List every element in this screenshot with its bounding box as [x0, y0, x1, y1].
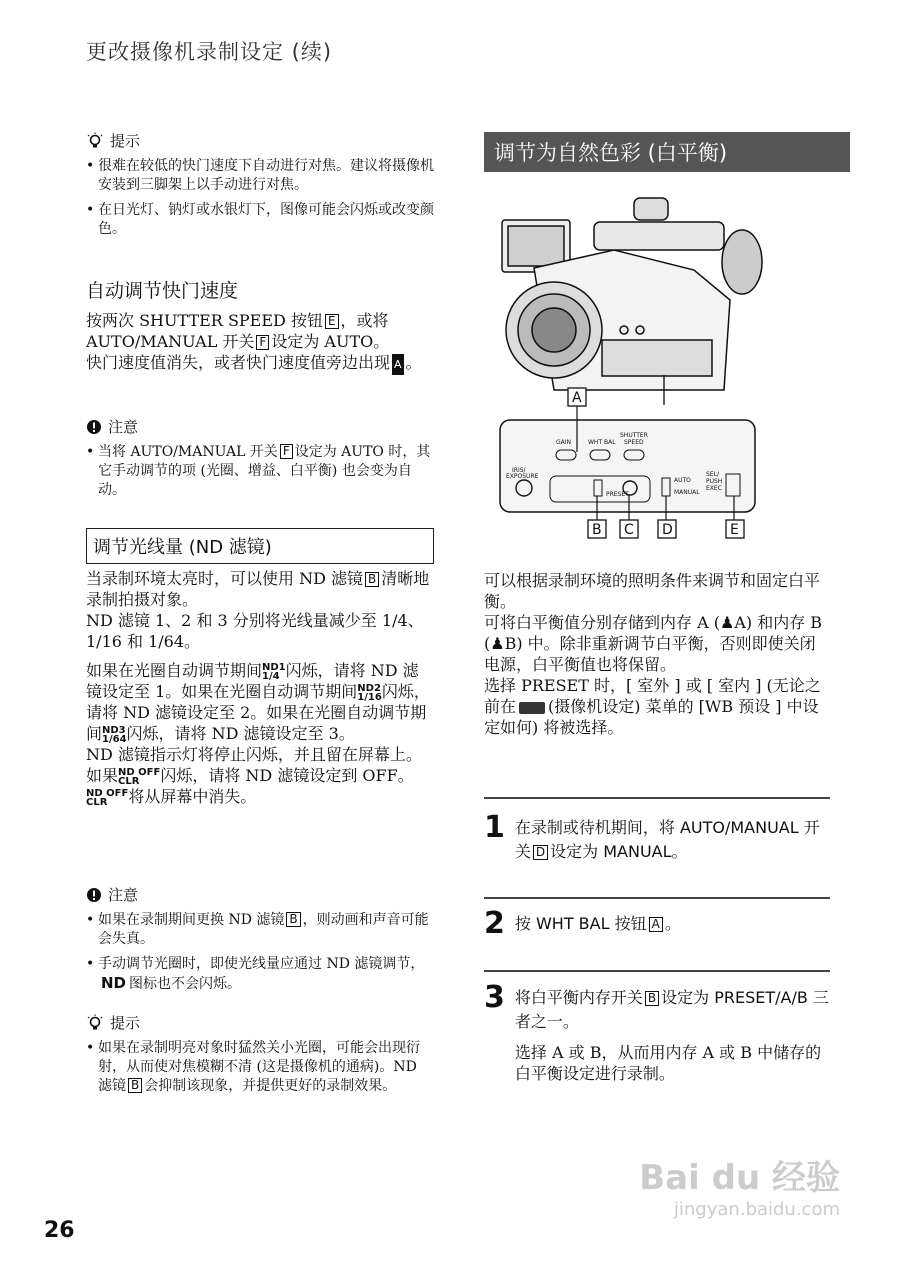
memory-icon: ♟: [719, 613, 735, 632]
page-number: 26: [44, 1218, 75, 1243]
tip-item: • 如果在录制明亮对象时猛然关小光圈，可能会出现衍射，从而使对焦模糊不清 (这是摄像机的通病)。ND 滤镜 B 会抑制该现象，并提供更好的录制效果。: [86, 1039, 434, 1096]
exec-label: EXEC: [706, 485, 722, 492]
caution-icon: [86, 887, 102, 903]
preset-label: PRESET: [606, 491, 629, 498]
step-number: 1: [484, 810, 505, 845]
key-d: D: [533, 845, 548, 860]
callout-d: D: [662, 522, 673, 538]
auto-label: AUTO: [674, 477, 691, 484]
key-f: F: [280, 444, 293, 459]
shutter-paragraph: 按两次 SHUTTER SPEED 按钮 E ，或将 AUTO/MANUAL 开关 F 设定为 AUTO。 快门速度值消失，或者快门速度值旁边出现 A 。: [86, 310, 434, 375]
step-3-detail: 选择 A 或 B，从而用内存 A 或 B 中储存的白平衡设定进行录制。: [514, 1043, 822, 1083]
page-title: 更改摄像机录制设定 (续): [86, 40, 333, 64]
step-3: 3 将白平衡内存开关 B 设定为 PRESET/A/B 三者之一。 选择 A 或 B，从而用内存 A 或 B 中储存的白平衡设定进行录制。: [484, 980, 829, 1083]
step-number: 3: [484, 980, 505, 1015]
camcorder-diagram: [494, 190, 764, 542]
tip-item: • 在日光灯、钠灯或水银灯下，图像可能会闪烁或改变颜色。: [86, 201, 434, 239]
key-b: B: [128, 1078, 142, 1093]
nd-paragraph-2: ND 滤镜 1、2 和 3 分别将光线量减少至 1/4、1/16 和 1/64。: [86, 611, 424, 651]
shutter-heading: 自动调节快门速度: [86, 280, 239, 302]
nd3-icon: ND3 1/64: [102, 724, 127, 745]
watermark: [639, 1150, 840, 1220]
tip-label: 提示: [110, 1014, 141, 1032]
step-divider: [484, 897, 830, 899]
note-section-1: [86, 416, 434, 506]
auto-shutter-icon: A: [392, 354, 404, 375]
gain-label: GAIN: [556, 439, 572, 446]
key-a: A: [649, 917, 663, 932]
iris-label: IRIS/: [512, 467, 526, 474]
nd-off-icon: ND OFF CLR: [86, 787, 129, 808]
sel-label: SEL/: [706, 471, 719, 478]
tip-section-1: [86, 130, 434, 245]
nd1-icon: ND1 1/4: [262, 661, 286, 682]
step-divider: [484, 970, 830, 972]
note-item: • 当将 AUTO/MANUAL 开关 F 设定为 AUTO 时，其它手动调节的项 (光圈、增益、白平衡) 也会变为自动。: [86, 443, 434, 500]
shutter-label: SHUTTER: [620, 432, 648, 439]
exposure-label: EXPOSURE: [506, 473, 539, 480]
watermark-brand: Bai du 经验: [639, 1158, 840, 1198]
tip-section-2: [86, 1012, 434, 1102]
key-b: B: [645, 991, 659, 1006]
wb-heading: 调节为自然色彩 (白平衡): [484, 132, 850, 172]
nd-paragraph-4: ND 滤镜指示灯将停止闪烁，并且留在屏幕上。: [86, 745, 422, 764]
nd-off-icon: ND OFF CLR: [118, 766, 161, 787]
step-number: 2: [484, 906, 505, 941]
wb-paragraph-2: 可将白平衡值分别存储到内存 A (♟A) 和内存 B (♟B) 中。除非重新调节白平衡，否则即使关闭电源，白平衡值也将保留。: [484, 613, 823, 674]
wb-paragraph-1: 可以根据录制环境的照明条件来调节和固定白平衡。: [484, 571, 821, 611]
wb-paragraph-3: 选择 PRESET 时，[ 室外 ] 或 [ 室内 ] (无论之前在 (摄像机设定) 菜单的 [WB 预设 ] 中设定如何) 将被选择。: [484, 676, 821, 737]
key-e: E: [325, 314, 339, 329]
nd-paragraph-3: 如果在光圈自动调节期间ND1 1/4 闪烁，请将 ND 滤镜设定至 1。如果在光圈自动调节期间ND2 1/16闪烁，请将 ND 滤镜设定至 2。如果在光圈自动调节期间ND3 1/64闪烁，请将 ND 滤镜设定至 3。: [86, 661, 430, 745]
step-divider: [484, 797, 830, 799]
callout-c: C: [624, 522, 634, 538]
callout-e: E: [730, 522, 739, 538]
note-label: 注意: [108, 886, 139, 904]
tip-label: 提示: [110, 132, 141, 150]
memory-icon: ♟: [490, 634, 505, 653]
step-2: 2 按 WHT BAL 按钮 A 。: [484, 906, 681, 941]
note-label: 注意: [108, 418, 139, 436]
lightbulb-icon: [86, 132, 104, 150]
camera-setting-icon: [519, 702, 545, 714]
caution-icon: [86, 419, 102, 435]
manual-label: MANUAL: [674, 489, 700, 496]
nd-paragraph-5: 如果ND OFF CLR 闪烁，请将 ND 滤镜设定到 OFF。ND OFF CLR 将从屏幕中消失。: [86, 766, 414, 808]
nd-body: [86, 568, 434, 807]
callout-a: A: [572, 390, 582, 406]
step-1: 1 在录制或待机期间，将 AUTO/MANUAL 开关 D 设定为 MANUAL。: [484, 810, 830, 864]
push-label: PUSH: [706, 478, 723, 485]
nd-paragraph-1: 当录制环境太亮时，可以使用 ND 滤镜 B 清晰地录制拍摄对象。: [86, 569, 430, 609]
lightbulb-icon: [86, 1014, 104, 1032]
nd2-icon: ND2 1/16: [357, 682, 382, 703]
callout-b: B: [592, 522, 602, 538]
key-b: B: [286, 912, 300, 927]
tip-item: • 很难在较低的快门速度下自动进行对焦。建议将摄像机安装到三脚架上以手动进行对焦。: [86, 157, 434, 195]
note-section-2: [86, 884, 434, 1000]
watermark-url: jingyan.baidu.com: [673, 1199, 840, 1220]
wht-bal-label: WHT BAL: [588, 439, 616, 446]
camcorder-illustration: [502, 198, 762, 390]
tip-heading: [86, 130, 434, 151]
nd-heading: 调节光线量 (ND 滤镜): [86, 528, 434, 564]
nd-icon: ND: [101, 974, 127, 992]
note-item: • 如果在录制期间更换 ND 滤镜 B ，则动画和声音可能会失真。: [86, 911, 434, 949]
key-b: B: [365, 572, 379, 587]
speed-label: SPEED: [624, 439, 644, 446]
key-f: F: [256, 335, 269, 350]
note-item: • 手动调节光圈时，即使光线量应通过 ND 滤镜调节，ND 图标也不会闪烁。: [86, 955, 434, 994]
wb-body: [484, 570, 830, 738]
